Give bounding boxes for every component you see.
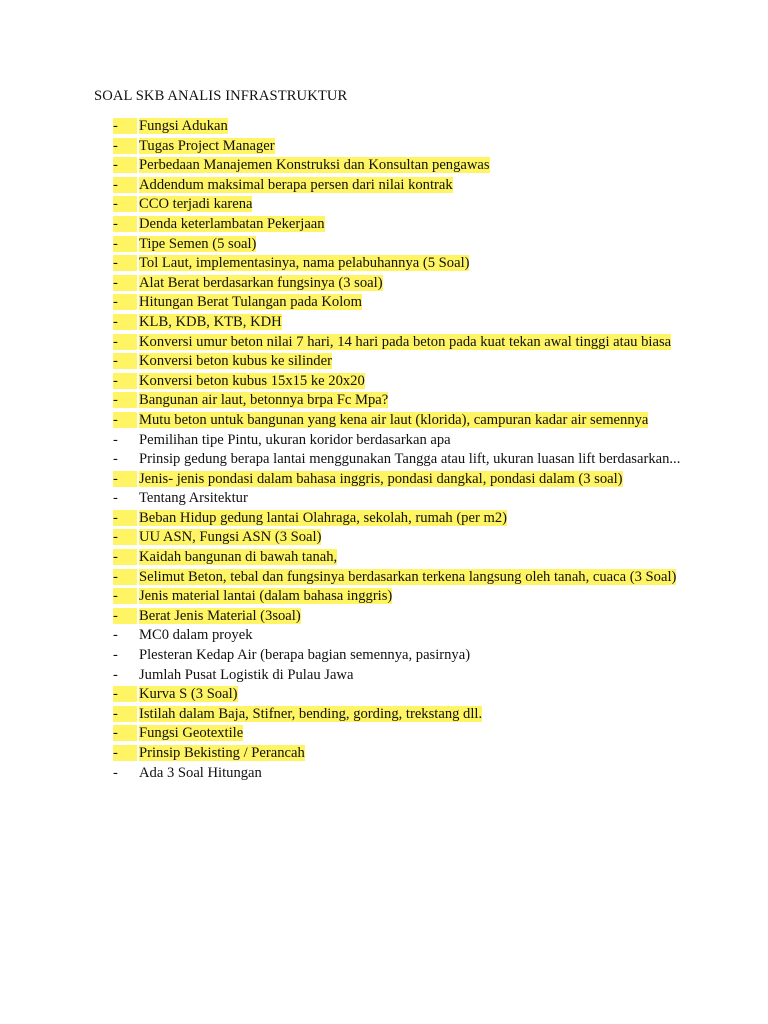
bullet-dash-mark: - [113,510,137,526]
list-item-label: Konversi beton kubus 15x15 ke 20x20 [139,372,365,389]
list-item [113,607,683,627]
list-item-label: Istilah dalam Baja, Stifner, bending, gording, trekstang dll. [139,705,483,722]
list-item [113,587,683,607]
list-item [113,235,683,255]
bullet-dash [113,156,139,176]
bullet-dash-mark: - [113,608,137,624]
list-item-text [139,744,683,764]
bullet-dash-mark: - [113,431,118,448]
list-item-text [139,528,683,548]
bullet-dash-mark: - [113,745,137,761]
list-item-text [139,470,683,490]
list-item-text [139,450,683,470]
bullet-dash-mark: - [113,706,137,722]
list-item-text [139,685,683,705]
bullet-dash-mark: - [113,196,137,212]
list-item-text [139,626,683,646]
list-item-text [139,333,683,353]
bullet-dash-mark: - [113,275,137,291]
bullet-dash [113,587,139,607]
list-item-text [139,705,683,725]
list-item [113,705,683,725]
list-item [113,372,683,392]
list-item-text [139,313,683,333]
list-item-label: Hitungan Berat Tulangan pada Kolom [139,294,362,311]
list-item-label: Konversi umur beton nilai 7 hari, 14 hari pada beton pada kuat tekan awal tinggi atau biasa [139,333,672,350]
list-item-label: Ada 3 Soal Hitungan [139,764,262,781]
list-item-text [139,117,683,137]
list-item-text [139,391,683,411]
bullet-dash [113,333,139,353]
bullet-dash [113,764,139,784]
bullet-dash [113,195,139,215]
list-item-label: Perbedaan Manajemen Konstruksi dan Konsultan pengawas [139,157,490,174]
bullet-dash-mark: - [113,294,137,310]
list-item-label: KLB, KDB, KTB, KDH [139,313,282,330]
list-item-label: Tentang Arsitektur [139,490,248,507]
bullet-dash [113,313,139,333]
list-item-label: Fungsi Adukan [139,118,228,134]
list-item [113,215,683,235]
list-item-label: Tipe Semen (5 soal) [139,235,257,252]
list-item-label: Plesteran Kedap Air (berapa bagian semennya, pasirnya) [139,647,471,664]
bullet-dash [113,391,139,411]
list-item-text [139,411,683,431]
list-item [113,450,683,470]
list-item-text [139,764,683,784]
list-item-label: Jenis material lantai (dalam bahasa inggris) [139,588,393,605]
list-item-text [139,568,683,588]
list-item-label: Denda keterlambatan Pekerjaan [139,215,325,232]
list-item [113,548,683,568]
bullet-dash-mark: - [113,138,137,154]
list-item [113,528,683,548]
bullet-dash-mark: - [113,647,118,664]
list-item-label: Bangunan air laut, betonnya brpa Fc Mpa? [139,392,389,409]
list-item-label: Addendum maksimal berapa persen dari nilai kontrak [139,176,453,193]
bullet-dash [113,176,139,196]
list-item [113,274,683,294]
bullet-dash-mark: - [113,392,137,408]
bullet-dash [113,431,139,451]
list-item [113,117,683,137]
list-item [113,195,683,215]
list-item [113,568,683,588]
bullet-dash-mark: - [113,686,137,702]
list-item [113,685,683,705]
bullet-dash-mark: - [113,255,137,271]
list-item [113,666,683,686]
bullet-dash-mark: - [113,569,137,585]
bullet-dash [113,450,139,470]
list-item-label: Mutu beton untuk bangunan yang kena air laut (klorida), campuran kadar air semennya [139,411,649,428]
list-item-text [139,509,683,529]
list-item [113,489,683,509]
list-item-label: MC0 dalam proyek [139,627,253,644]
list-item-label: Kurva S (3 Soal) [139,686,238,703]
bullet-dash [113,646,139,666]
list-item-text [139,274,683,294]
list-item-label: Jumlah Pusat Logistik di Pulau Jawa [139,666,354,683]
list-item [113,333,683,353]
list-item-label: Tol Laut, implementasinya, nama pelabuhannya (5 Soal) [139,255,470,272]
list-item [113,764,683,784]
bullet-dash-mark: - [113,490,118,507]
bullet-dash [113,548,139,568]
list-item [113,313,683,333]
list-item [113,254,683,274]
list-item [113,176,683,196]
bullet-dash-mark: - [113,334,137,350]
bullet-dash-mark: - [113,549,137,565]
list-item-label: Tugas Project Manager [139,137,275,154]
list-item-text [139,587,683,607]
bullet-dash-mark: - [113,471,137,487]
bullet-dash [113,724,139,744]
list-item-text [139,195,683,215]
list-item-text [139,548,683,568]
bullet-dash [113,293,139,313]
bullet-dash-mark: - [113,216,137,232]
list-item-text [139,352,683,372]
bullet-dash [113,215,139,235]
bullet-dash-mark: - [113,177,137,193]
bullet-dash-mark: - [113,412,137,428]
list-item [113,470,683,490]
list-item-text [139,293,683,313]
bullet-dash [113,254,139,274]
list-item-label: Konversi beton kubus ke silinder [139,353,332,370]
bullet-dash [113,489,139,509]
bullet-dash [113,509,139,529]
bullet-dash [113,685,139,705]
list-item [113,352,683,372]
list-item [113,391,683,411]
bullet-dash [113,626,139,646]
list-item-text [139,137,683,157]
list-item [113,626,683,646]
bullet-dash [113,137,139,157]
bullet-dash-mark: - [113,353,137,369]
bullet-dash-mark: - [113,373,137,389]
list-item [113,411,683,431]
list-item-label: Jenis- jenis pondasi dalam bahasa inggris, pondasi dangkal, pondasi dalam (3 soal) [139,470,623,487]
list-item-text [139,215,683,235]
list-item [113,724,683,744]
bullet-dash-mark: - [113,529,137,545]
bullet-dash [113,666,139,686]
list-item [113,156,683,176]
list-item-text [139,607,683,627]
list-item-label: Prinsip Bekisting / Perancah [139,745,305,761]
list-item-label: Fungsi Geotextile [139,725,244,742]
bullet-dash [113,372,139,392]
list-item-label: Kaidah bangunan di bawah tanah, [139,549,338,566]
bullet-dash [113,470,139,490]
list-item-label: Alat Berat berdasarkan fungsinya (3 soal) [139,274,383,291]
bullet-dash-mark: - [113,588,137,604]
bullet-dash [113,744,139,764]
bullet-dash-mark: - [113,725,137,741]
bullet-dash [113,705,139,725]
bullet-dash [113,274,139,294]
list-item-text [139,431,683,451]
list-item [113,431,683,451]
bullet-dash [113,607,139,627]
list-item-label: Prinsip gedung berapa lantai menggunakan Tangga atau lift, ukuran luasan lift berdasarkan... [139,451,681,468]
list-item-label: Beban Hidup gedung lantai Olahraga, sekolah, rumah (per m2) [139,509,507,526]
bullet-dash [113,568,139,588]
list-item-text [139,156,683,176]
list-item [113,646,683,666]
list-item-label: Selimut Beton, tebal dan fungsinya berdasarkan terkena langsung oleh tanah, cuaca (3 Soal) [139,568,677,585]
list-item-text [139,646,683,666]
list-item-text [139,254,683,274]
document-title: SOAL SKB ANALIS INFRASTRUKTUR [94,88,348,104]
list-item-label: Pemilihan tipe Pintu, ukuran koridor berdasarkan apa [139,431,451,448]
bullet-dash-mark: - [113,627,118,644]
bullet-dash [113,528,139,548]
bullet-dash-mark: - [113,451,118,468]
bullet-dash-mark: - [113,236,137,252]
list-item-label: UU ASN, Fungsi ASN (3 Soal) [139,529,322,546]
list-item-label: Berat Jenis Material (3soal) [139,607,301,624]
bullet-dash [113,352,139,372]
list-item-text [139,372,683,392]
bullet-dash-mark: - [113,157,137,173]
list-item [113,293,683,313]
list-item-text [139,666,683,686]
bullet-dash-mark: - [113,118,137,134]
list-item [113,744,683,764]
list-item [113,509,683,529]
list-item-text [139,235,683,255]
bullet-dash [113,117,139,137]
list-item [113,137,683,157]
list-item-text [139,724,683,744]
bullet-dash-mark: - [113,314,137,330]
question-list [113,117,683,783]
list-item-text [139,489,683,509]
bullet-dash-mark: - [113,764,118,781]
bullet-dash-mark: - [113,666,118,683]
bullet-dash [113,411,139,431]
list-item-text [139,176,683,196]
list-item-label: CCO terjadi karena [139,196,253,213]
bullet-dash [113,235,139,255]
